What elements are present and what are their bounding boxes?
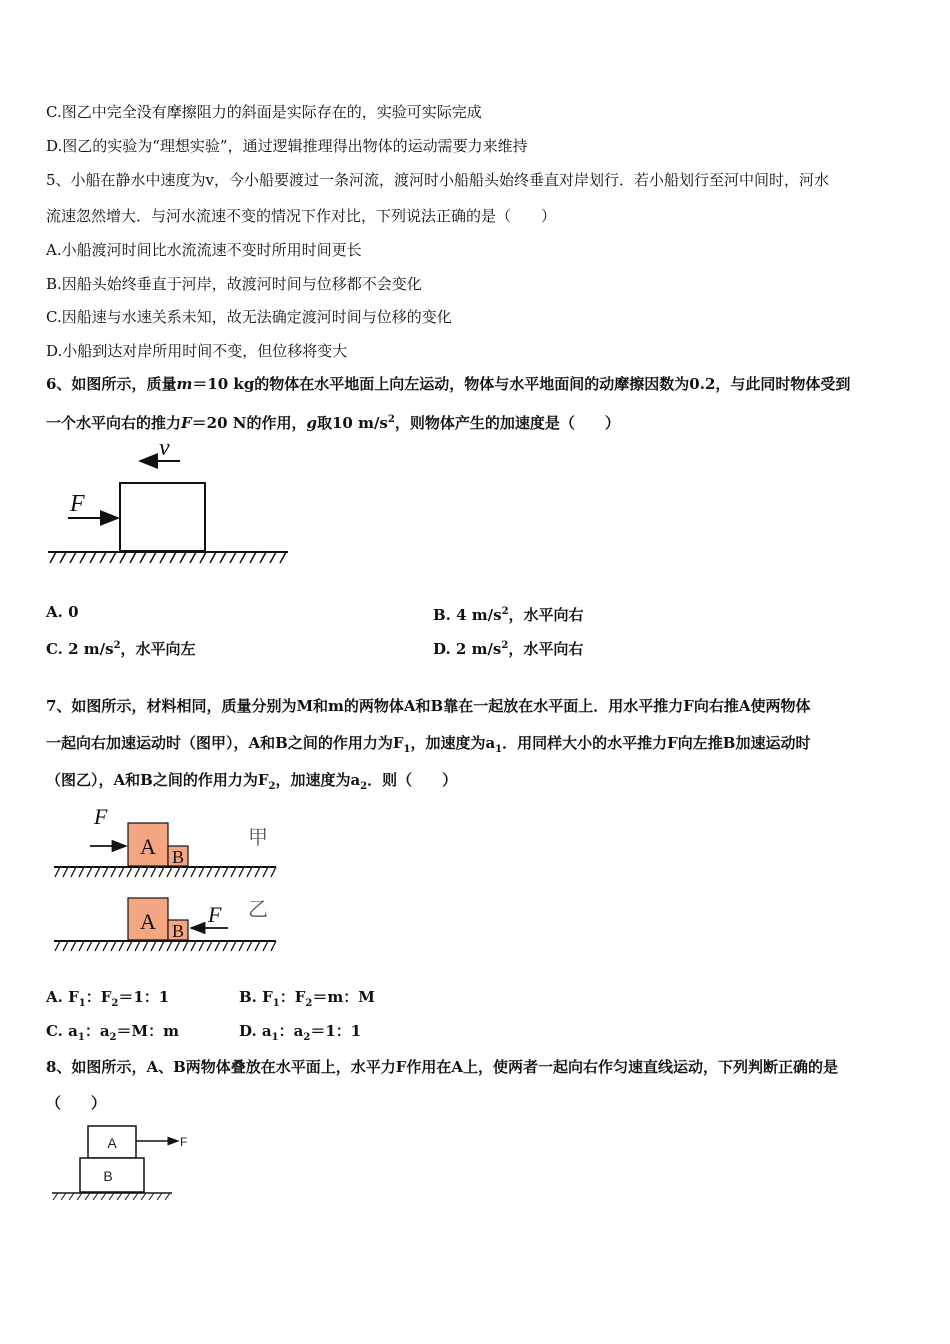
- yi-block-a-label: A: [140, 909, 156, 934]
- velocity-label: v: [159, 435, 170, 461]
- yi-label: 乙: [248, 897, 268, 921]
- yi-block-b-label: B: [171, 921, 185, 941]
- yi-force-label: F: [208, 902, 222, 927]
- q7-option-a: A. $F_1$：$F_2=1$：1: [46, 988, 170, 1009]
- q6-option-d: D. 2 $m/s^2$，水平向右: [433, 640, 584, 658]
- jia-force-label: F: [94, 804, 108, 829]
- q8-stem-line1: 8、如图所示，A、B两物体叠放在水平面上，水平力F作用在A上，使两者一起向右作匀速直线运动，下列判断正确的是: [46, 1058, 839, 1076]
- jia-block-b-label: B: [171, 847, 185, 867]
- q7-option-c: C. $a_1$：$a_2=M$：m: [46, 1022, 179, 1043]
- q4-option-c: C.图乙中完全没有摩擦阻力的斜面是实际存在的，实验可实际完成: [46, 103, 482, 121]
- q8-stem-line2: （ ）: [46, 1094, 107, 1112]
- ground-hatch: [53, 1193, 170, 1200]
- block: [120, 483, 205, 551]
- block-b-label: B: [103, 1168, 113, 1184]
- q7-figure: [50, 800, 285, 958]
- q5-stem-line2: 流速忽然增大．与河水流速不变的情况下作对比，下列说法正确的是（ ）: [46, 207, 557, 225]
- q8-figure: [48, 1120, 200, 1202]
- q5-option-b: B.因船头始终垂直于河岸，故渡河时间与位移都不会变化: [46, 275, 422, 293]
- q7-stem-line3: （图乙），A和B之间的作用力为$F_2$，加速度为$a_2$．则（ ）: [46, 771, 458, 792]
- jia-block-a-label: A: [140, 834, 156, 859]
- q5-option-c: C.因船速与水速关系未知，故无法确定渡河时间与位移的变化: [46, 308, 452, 326]
- q5-option-a: A.小船渡河时间比水流流速不变时所用时间更长: [46, 241, 362, 259]
- q7-option-d: D. $a_1$：$a_2=1$：1: [239, 1022, 362, 1043]
- q5-stem-line1: 5、小船在静水中速度为v，今小船要渡过一条河流，渡河时小船船头始终垂直对岸划行．若小船划行至河中间时，河水: [46, 171, 830, 189]
- jia-ground-hatch: [55, 867, 276, 877]
- q7-option-b: B. $F_1$：$F_2=m$：M: [239, 988, 375, 1009]
- force-label: F: [70, 491, 85, 517]
- block-a-label: A: [107, 1135, 117, 1151]
- q6-option-b: B. 4 $m/s^2$，水平向右: [433, 606, 584, 624]
- q6-option-a: A. 0: [46, 603, 79, 621]
- q6-figure: [44, 436, 294, 568]
- q7-stem-line2: 一起向右加速运动时（图甲），A和B之间的作用力为$F_1$，加速度为$a_1$．用同样大小的水平推力F向左推B加速运动时: [46, 734, 811, 755]
- yi-ground-hatch: [55, 941, 276, 951]
- q6-option-c: C. 2 $m/s^2$，水平向左: [46, 640, 196, 658]
- force-label: F: [180, 1135, 188, 1149]
- q5-option-d: D.小船到达对岸所用时间不变，但位移将变大: [46, 342, 348, 360]
- q6-stem-line2: 一个水平向右的推力F＝20 N的作用，g取10 $m/s^2$，则物体产生的加速度是（ ）: [46, 414, 620, 432]
- jia-label: 甲: [248, 825, 268, 849]
- ground-hatch: [50, 552, 286, 563]
- q6-stem-line1: 6、如图所示，质量m＝10 kg的物体在水平地面上向左运动，物体与水平地面间的动摩擦因数为0.2，与此同时物体受到: [46, 375, 851, 393]
- q7-stem-line1: 7、如图所示，材料相同，质量分别为M和m的两物体A和B靠在一起放在水平面上．用水平推力F向右推A使两物体: [46, 697, 811, 715]
- q4-option-d: D.图乙的实验为“理想实验”，通过逻辑推理得出物体的运动需要力来维持: [46, 137, 528, 155]
